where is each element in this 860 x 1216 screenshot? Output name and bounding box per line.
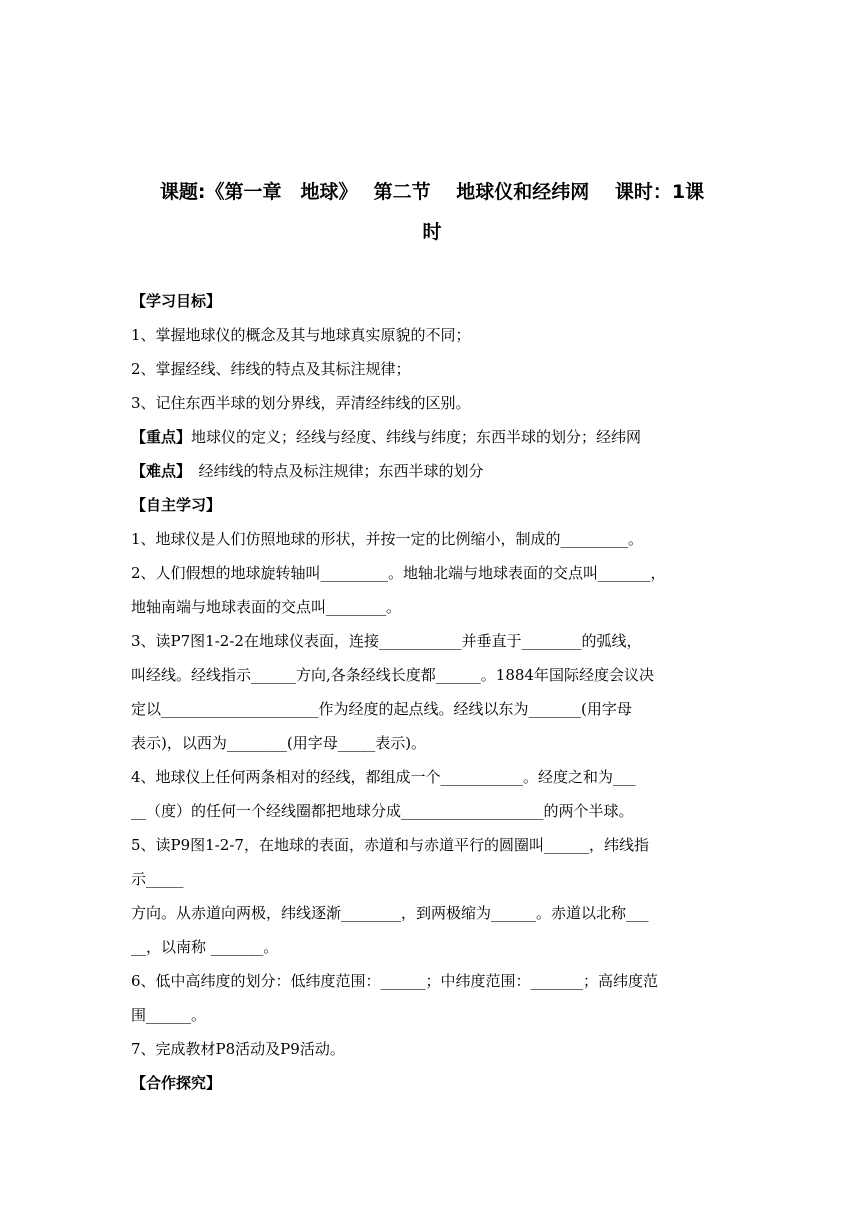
self-study-line-14: 6、低中高纬度的划分：低纬度范围：______；中纬度范围：_______；高纬度范 [131,972,659,990]
difficulties-line [131,454,731,488]
self-study-line-9: __（度）的任何一个经线圈都把地球分成___________________的两个半球。 [131,802,634,820]
self-study-line-13: __，以南称 _______。 [131,938,279,956]
self-study-line-2: 2、人们假想的地球旋转轴叫_________。地轴北端与地球表面的交点叫_______， [131,564,666,582]
document-body [131,284,731,1100]
goal-item-1: 1、掌握地球仪的概念及其与地球真实原貌的不同； [131,326,471,344]
self-study-line-3: 地轴南端与地球表面的交点叫________。 [131,598,402,616]
self-study-line-5: 叫经线。经线指示______方向,各条经线长度都______。1884年国际经度会议决 [131,666,654,684]
lesson-title [134,172,730,252]
self-study-line-6: 定以_____________________作为经度的起点线。经线以东为_______(用字母 [131,700,632,718]
title-line-2: 时 [422,221,442,243]
key-points-text: 地球仪的定义；经线与经度、纬线与纬度；东西半球的划分；经纬网 [191,428,642,446]
self-study-line-12: 方向。从赤道向两极，纬线逐渐________，到两极缩为______。赤道以北称___ [131,904,649,922]
difficulties-label: 【难点】 [131,462,184,480]
self-study-line-4: 3、读P7图1-2-2在地球仪表面，连接___________并垂直于________的弧线， [131,632,642,650]
goals-heading: 【学习目标】 [131,292,222,310]
key-points-line [131,420,731,454]
title-line-1: 课题:《第一章 地球》 第二节 地球仪和经纬网 课时：1课 [159,181,705,203]
self-study-line-11: 示_____ [131,870,184,888]
key-points-label: 【重点】 [131,428,192,446]
self-study-heading: 【自主学习】 [131,496,222,514]
self-study-line-10: 5、读P9图1-2-7，在地球的表面，赤道和与赤道平行的圆圈叫______，纬线指 [131,836,649,854]
self-study-line-16: 7、完成教材P8活动及P9活动。 [131,1040,345,1058]
goal-item-2: 2、掌握经线、纬线的特点及其标注规律； [131,360,411,378]
cooperative-heading: 【合作探究】 [131,1074,222,1092]
self-study-line-7: 表示)，以西为________(用字母_____表示)。 [131,734,427,752]
goal-item-3: 3、记住东西半球的划分界线，弄清经纬线的区别。 [131,394,471,412]
self-study-line-1: 1、地球仪是人们仿照地球的形状，并按一定的比例缩小，制成的_________。 [131,530,644,548]
self-study-line-15: 围______。 [131,1006,207,1024]
difficulties-text: 经纬线的特点及标注规律；东西半球的划分 [183,462,484,480]
self-study-line-8: 4、地球仪上任何两条相对的经线，都组成一个___________。经度之和为___ [131,768,636,786]
